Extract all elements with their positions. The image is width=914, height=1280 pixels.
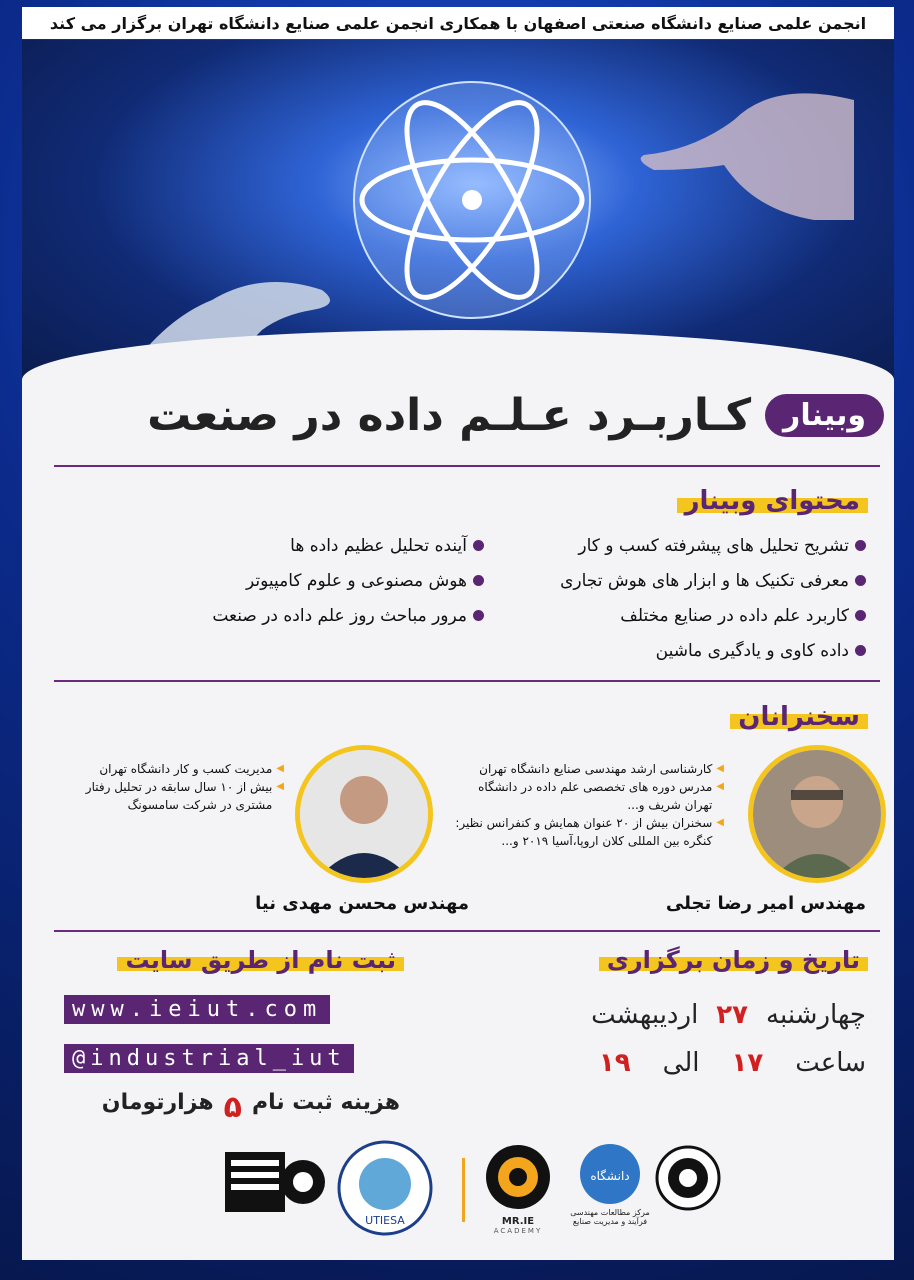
list-item: مرور مباحث روز علم داده در صنعت	[164, 598, 484, 633]
list-item: کاربرد علم داده در صنایع مختلف	[476, 598, 866, 633]
mrie-logo: MR.IE ACADEMY	[482, 1142, 554, 1235]
header-note: انجمن علمی صنایع دانشگاه صنعتی اصفهان با همکاری انجمن علمی صنایع دانشگاه تهران برگزار می کند	[49, 13, 867, 33]
triangle-icon: ◀	[716, 781, 724, 792]
page-title: کـاربـرد عـلـم داده در صنعت	[147, 389, 752, 441]
utiesa-logo	[335, 1138, 435, 1242]
schedule-date: چهارشنبه ۲۷ اردیبهشت	[591, 1000, 866, 1030]
triangle-icon: ◀	[276, 781, 284, 792]
webinar-badge: وبینار	[765, 394, 884, 437]
list-item: داده کاوی و یادگیری ماشین	[476, 633, 866, 668]
content-left-list	[164, 528, 484, 633]
bullet-icon	[855, 645, 866, 656]
schedule-time: ساعت ۱۷ الی ۱۹	[598, 1048, 866, 1078]
atom-icon	[342, 70, 602, 330]
speaker-right-bio: ◀ کارشناسی ارشد مهندسی صنایع دانشگاه تهران ◀ مدرس دوره های تخصصی علم داده در دانشگاه تهران شریف و... ◀ سخنران بیش از ۲۰ عنوان همایش و کنفرانس نظیر: کنگره بین المللی کلان اروپا،آسیا ۲۰۱۹ و...	[455, 762, 724, 848]
schedule-heading: تاریخ و زمان برگزاری	[599, 945, 868, 975]
bullet-icon	[473, 575, 484, 586]
list-item: تشریح تحلیل های پیشرفته کسب و کار	[476, 528, 866, 563]
registration-fee: هزینه ثبت نام ۵ هزارتومان	[101, 1090, 400, 1125]
bullet-icon	[473, 610, 484, 621]
content-heading-row	[677, 486, 868, 516]
books-gear-logo	[225, 1140, 325, 1224]
bullet-icon	[855, 610, 866, 621]
divider-3	[54, 930, 880, 932]
speaker-photo-left	[295, 745, 433, 883]
registration-heading: ثبت نام از طریق سایت	[117, 945, 404, 975]
list-item: آینده تحلیل عظیم داده ها	[164, 528, 484, 563]
human-hand-icon	[614, 60, 854, 230]
isfahan-university-logo	[655, 1145, 721, 1215]
speaker-left-bio: ◀ مدیریت کسب و کار دانشگاه تهران ◀ بیش از ۱۰ سال سابقه در تحلیل رفتار مشتری در شرکت سامسونگ	[85, 762, 284, 812]
list-item: معرفی تکنیک ها و ابزار های هوش تجاری	[476, 563, 866, 598]
logo-divider	[462, 1158, 465, 1222]
triangle-icon: ◀	[716, 763, 724, 774]
content-heading: محتوای وبینار	[677, 486, 868, 516]
divider-1	[54, 465, 880, 467]
speakers-heading-row	[730, 702, 868, 732]
triangle-icon: ◀	[716, 817, 724, 828]
svg-text:UTIESA: UTIESA	[365, 1214, 405, 1227]
svg-text:دانشگاه: دانشگاه	[590, 1169, 630, 1183]
divider-2	[54, 680, 880, 682]
triangle-icon: ◀	[276, 763, 284, 774]
title-row	[44, 380, 884, 450]
avatar	[300, 750, 428, 878]
content-right-list	[476, 528, 866, 668]
list-item: هوش مصنوعی و علوم کامپیوتر	[164, 563, 484, 598]
website-link[interactable]: www.ieiut.com	[64, 995, 330, 1024]
speaker-right-name: مهندس امیر رضا تجلی	[665, 893, 866, 914]
bullet-icon	[855, 540, 866, 551]
bullet-icon	[473, 540, 484, 551]
speaker-photo-right	[748, 745, 886, 883]
tehran-university-logo: دانشگاه مرکز مطالعات مهندسی فرآیند و مدیریت صنایع	[570, 1142, 650, 1226]
bullet-icon	[855, 575, 866, 586]
social-handle-link[interactable]: @industrial_iut	[64, 1044, 354, 1073]
avatar	[753, 750, 881, 878]
speakers-heading: سخنرانان	[730, 702, 868, 732]
header-bar	[22, 7, 894, 39]
speaker-left-name: مهندس محسن مهدی نیا	[255, 893, 469, 914]
